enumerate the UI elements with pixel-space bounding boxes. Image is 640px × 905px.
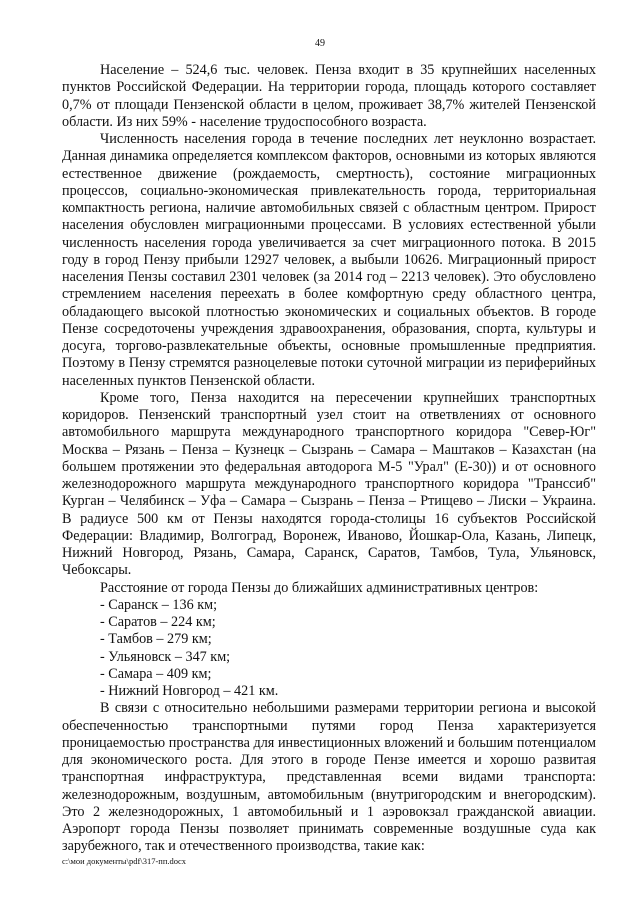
list-item: - Ульяновск – 347 км; [100, 648, 231, 665]
list-item: - Нижний Новгород – 421 км. [100, 683, 279, 699]
paragraph-population: Население – 524,6 тыс. человек. Пенза входит в 35 крупнейших населенных пунктов Российской Федерации. На территории города, площадь которого составляет 0,7% от площади Пензенской области в целом, проживает 38,7% жителей Пензенской области. Из них 59% - население трудоспособного возраста. [62, 62, 596, 130]
list-item: - Саранск – 136 км; [100, 596, 218, 613]
paragraph-transport-corridors: Кроме того, Пенза находится на пересечении крупнейших транспортных коридоров. Пензенский транспортный узел стоит на ответвлениях от основного автомобильного маршрута международного транспортного коридора "Север-Юг" Москва – Рязань – Пенза – Кузнецк – Сызрань – Самара – Маштаков – Казахстан (на большем протяжении это федеральная автодорога М-5 "Урал" (Е-30)) и от основного железнодорожного маршрута международного транспортного коридора "Транссиб" Курган – Челябинск – Уфа – Самара – Сызрань – Пенза – Ртищево – Лиски – Украина. В радиусе 500 км от Пензы находятся города-столицы 16 субъектов Российской Федерации: Владимир, Волгоград, Воронеж, Иваново, Йошкар-Ола, Казань, Липецк, Нижний Новгород, Рязань, Самара, Саранск, Саратов, Тамбов, Тула, Ульяновск, Чебоксары. [62, 389, 596, 579]
paragraph-population-dynamics: Численность населения города в течение последних лет неуклонно возрастает. Данная динамика определяется комплексом факторов, основными из которых являются естественное движение (рождаемость, смертность), состояние миграционных процессов, социально-экономическая привлекательность города, территориальная компактность региона, наличие автомобильных связей с областным центром. Прирост населения обусловлен миграционными процессами. В условиях естественной убыли численность населения города увеличивается за счет миграционного потока. В 2015 году в город Пензу прибыли 12927 человек, а выбыли 10626. Миграционный прирост населения Пензы составил 2301 человек (за 2014 год – 2213 человек). Это обусловлено стремлением населения переехать в более комфортную среду областного центра, обладающего высокой плотностью экономических и социальных объектов. В городе Пензе сосредоточены учреждения здравоохранения, образования, спорта, культуры и досуга, торгово-развлекательные объекты, основные промышленные предприятия. Поэтому в Пензу стремятся разноцелевые потоки суточной миграции из периферийных населенных пунктов Пензенской области. [62, 131, 596, 389]
page-number: 49 [315, 38, 325, 49]
document-body [62, 62, 596, 856]
paragraph-infrastructure: В связи с относительно небольшими размерами территории региона и высокой обеспеченностью транспортными путями город Пенза характеризуется проницаемостью пространства для инвестиционных вложений и большим потенциалом для экономического роста. Для этого в городе Пензе имеется и хорошо развитая транспортная инфраструктура, представленная всеми видами транспорта: железнодорожным, воздушным, автомобильным (внутригородским и внегородским). Это 2 железнодорожных, 1 автомобильный и 1 аэровокзал гражданской авиации. Аэропорт города Пензы позволяет принимать современные воздушные суда как зарубежного, так и отечественного производства, такие как: [62, 700, 596, 855]
distance-list [62, 597, 596, 701]
paragraph-distances-intro: Расстояние от города Пензы до ближайших административных центров: [100, 579, 539, 596]
list-item: - Тамбов – 279 км; [100, 631, 212, 648]
footer-file-path: c:\мои документы\pdf\317-пп.docx [62, 856, 187, 866]
list-item: - Саратов – 224 км; [100, 614, 216, 630]
list-item: - Самара – 409 км; [100, 665, 212, 682]
